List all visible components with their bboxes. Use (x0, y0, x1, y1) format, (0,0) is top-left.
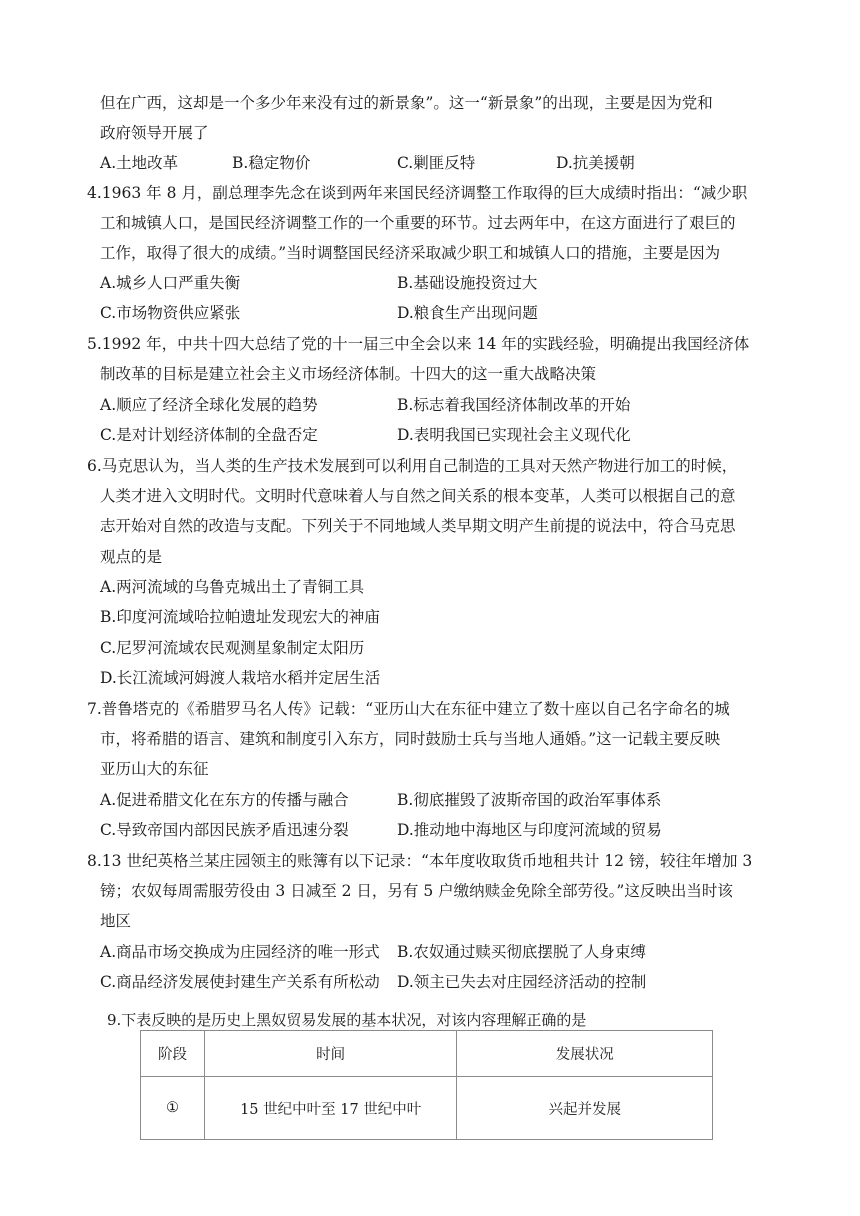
q5-stem-line1: 5.1992 年，中共十四大总结了党的十一届三中全会以来 14 年的实践经验，明确提出我国经济体 (87, 335, 750, 353)
table-header-stage: 阶段 (141, 1031, 205, 1077)
q5-option-c: C.是对计划经济体制的全盘否定 (100, 426, 318, 444)
q6-option-d: D.长江流域河姆渡人栽培水稻并定居生活 (100, 669, 381, 687)
q3-stem-line1: 但在广西，这却是一个多少年来没有过的新景象”。这一“新景象”的出现，主要是因为党和 (100, 94, 713, 112)
q6-stem-line4: 观点的是 (100, 548, 163, 566)
q4-stem-line3: 工作，取得了很大的成绩。”当时调整国民经济采取减少职工和城镇人口的措施，主要是因为 (100, 244, 721, 262)
q6-stem-line1: 6.马克思认为，当人类的生产技术发展到可以利用自己制造的工具对天然产物进行加工的时候， (87, 457, 738, 475)
q6-option-c: C.尼罗河流域农民观测星象制定太阳历 (100, 639, 365, 657)
table-header-status: 发展状况 (457, 1031, 713, 1077)
q7-option-d: D.推动地中海地区与印度河流域的贸易 (397, 821, 662, 839)
q3-stem-line2: 政府领导开展了 (100, 124, 209, 142)
q6-option-b: B.印度河流域哈拉帕遗址发现宏大的神庙 (100, 608, 380, 626)
q7-option-a: A.促进希腊文化在东方的传播与融合 (100, 791, 349, 809)
q6-stem-line3: 志开始对自然的改造与支配。下列关于不同地域人类早期文明产生前提的说法中，符合马克思 (100, 517, 736, 535)
q6-stem-line2: 人类才进入文明时代。文明时代意味着人与自然之间关系的根本变革，人类可以根据自己的意 (100, 487, 736, 505)
q4-option-b: B.基础设施投资过大 (397, 274, 538, 292)
q5-option-b: B.标志着我国经济体制改革的开始 (397, 396, 631, 414)
q7-option-c: C.导致帝国内部因民族矛盾迅速分裂 (100, 821, 349, 839)
q8-stem-line3: 地区 (100, 912, 132, 930)
q5-option-d: D.表明我国已实现社会主义现代化 (397, 426, 631, 444)
slave-trade-table (140, 1030, 713, 1140)
q6-option-a: A.两河流域的乌鲁克城出土了青铜工具 (100, 578, 365, 596)
q7-stem-line2: 市，将希腊的语言、建筑和制度引入东方，同时鼓励士兵与当地人通婚。”这一记载主要反映 (100, 730, 721, 748)
q5-option-a: A.顺应了经济全球化发展的趋势 (100, 396, 318, 414)
q8-option-d: D.领主已失去对庄园经济活动的控制 (397, 973, 647, 991)
table-row (141, 1077, 713, 1140)
q3-option-b: B.稳定物价 (232, 154, 311, 172)
q8-stem-line1: 8.13 世纪英格兰某庄园领主的账簿有以下记录：“本年度收取货币地租共计 12 镑，较往年增加 3 (87, 852, 753, 870)
q8-stem-line2: 镑；农奴每周需服劳役由 3 日减至 2 日，另有 5 户缴纳赎金免除全部劳役。”这反映出当时该 (100, 882, 733, 900)
q3-option-a: A.土地改革 (100, 154, 179, 172)
q9-stem: 9.下表反映的是历史上黑奴贸易发展的基本状况，对该内容理解正确的是 (107, 1011, 587, 1029)
table-cell-stage: ① (141, 1077, 205, 1140)
q7-stem-line3: 亚历山大的东征 (100, 760, 209, 778)
q4-stem-line1: 4.1963 年 8 月，副总理李先念在谈到两年来国民经济调整工作取得的巨大成绩时指出：“减少职 (87, 184, 748, 202)
q4-option-c: C.市场物资供应紧张 (100, 304, 241, 322)
q4-option-d: D.粮食生产出现问题 (397, 304, 538, 322)
table-header-row (141, 1031, 713, 1077)
table-cell-time: 15 世纪中叶至 17 世纪中叶 (204, 1077, 457, 1140)
q5-stem-line2: 制改革的目标是建立社会主义市场经济体制。十四大的这一重大战略决策 (100, 365, 597, 383)
table-cell-status: 兴起并发展 (457, 1077, 713, 1140)
q4-stem-line2: 工和城镇人口，是国民经济调整工作的一个重要的环节。过去两年中，在这方面进行了艰巨的 (100, 214, 736, 232)
q3-option-d: D.抗美援朝 (556, 154, 635, 172)
q7-option-b: B.彻底摧毁了波斯帝国的政治军事体系 (397, 791, 662, 809)
q8-option-a: A.商品市场交换成为庄园经济的唯一形式 (100, 943, 380, 961)
table-header-time: 时间 (204, 1031, 457, 1077)
q8-option-c: C.商品经济发展使封建生产关系有所松动 (100, 973, 380, 991)
q7-stem-line1: 7.普鲁塔克的《希腊罗马名人传》记载：“亚历山大在东征中建立了数十座以自己名字命名的城 (87, 700, 730, 718)
q8-option-b: B.农奴通过赎买彻底摆脱了人身束缚 (397, 943, 646, 961)
q3-option-c: C.剿匪反特 (397, 154, 476, 172)
q4-option-a: A.城乡人口严重失衡 (100, 274, 241, 292)
